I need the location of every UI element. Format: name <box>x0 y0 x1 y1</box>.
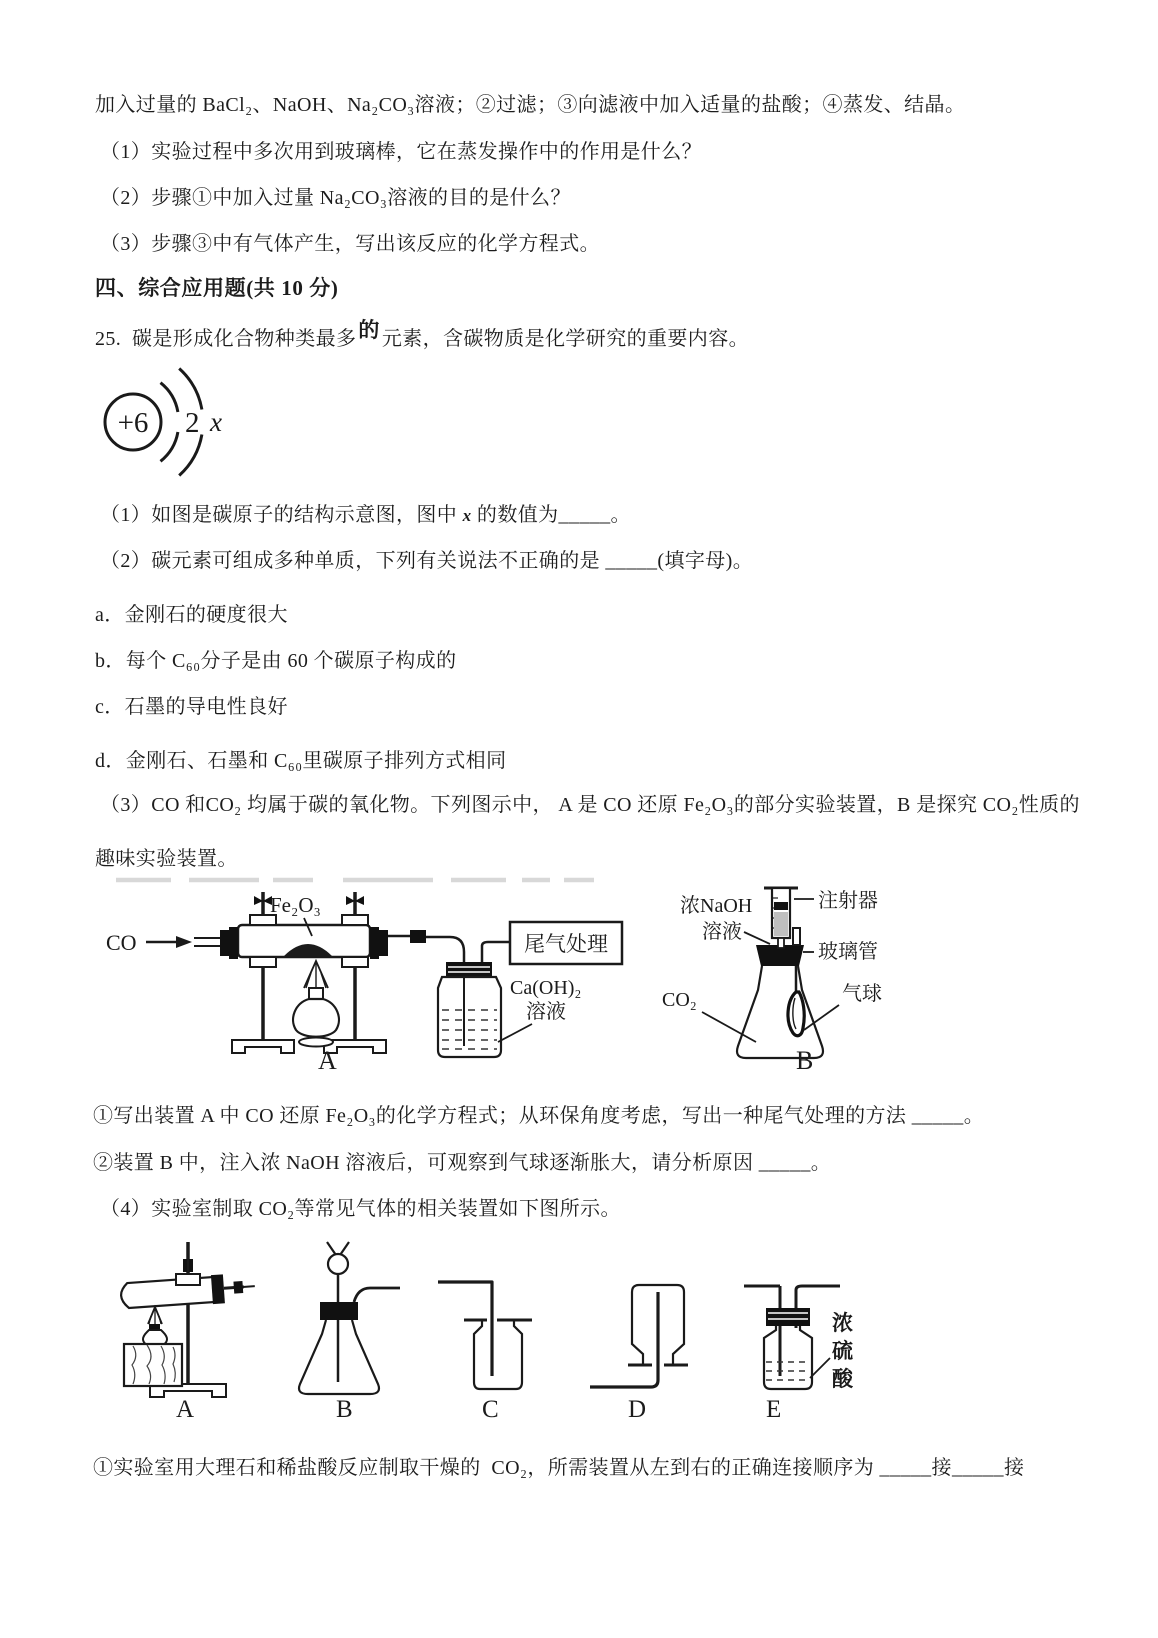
limewater-label-line1: Ca(OH)₂ <box>510 977 582 999</box>
arrowhead-icon <box>176 936 192 948</box>
sub1-suffix: 的数值为_____。 <box>471 504 631 526</box>
bent-tube <box>438 1282 492 1376</box>
nucleus-charge-label: +6 <box>117 407 149 439</box>
outer-shell-arc-bottom <box>179 435 202 476</box>
option-a: a．金刚石的硬度很大 <box>95 604 288 626</box>
balloon-label: 气球 <box>842 983 882 1005</box>
bottle-stopper <box>766 1308 810 1326</box>
x-variable: x <box>462 506 472 525</box>
limewater-bottle <box>438 942 510 1057</box>
carbon-atom-structure-diagram <box>93 352 253 492</box>
question-3: （3）步骤③中有气体产生，写出该反应的化学方程式。 <box>100 233 600 255</box>
device-a-heating-setup <box>120 1242 256 1397</box>
acid-liquid-dashes <box>766 1362 810 1380</box>
flask-stopper <box>320 1302 358 1320</box>
question-1: （1）实验过程中多次用到玻璃棒，它在蒸发操作中的作用是什么？ <box>100 141 702 163</box>
device-e-caption: E <box>766 1396 782 1423</box>
device-c-collection-bottle <box>438 1282 532 1389</box>
q25-raised-char: 的 <box>358 318 380 342</box>
balloon <box>788 992 804 1036</box>
co-gas-label: CO <box>106 930 137 955</box>
glass-tube-top <box>793 928 800 945</box>
outer-shell-arc-top <box>179 369 202 410</box>
limewater-pointer-line <box>498 1024 532 1042</box>
option-c: c．石墨的导电性良好 <box>95 696 288 718</box>
sub1-prefix: （1）如图是碳原子的结构示意图，图中 <box>100 504 463 526</box>
side-delivery-tube <box>354 1288 400 1302</box>
conical-flask <box>737 966 823 1058</box>
bent-delivery-tube <box>426 937 464 962</box>
tube-clamp <box>176 1274 200 1285</box>
acid-label-char3: 酸 <box>832 1367 853 1391</box>
bent-tube <box>590 1292 658 1387</box>
sub-question-3-line1: （3）CO 和CO₂ 均属于碳的氧化物。下列图示中， A 是 CO 还原 Fe₂O₃的部分实验装置，B 是探究 CO₂性质的 <box>100 794 1080 816</box>
device-a-caption: A <box>176 1396 195 1423</box>
naoh-label-line1: 浓NaOH <box>680 895 753 917</box>
sub-question-2: （2）碳元素可组成多种单质，下列有关说法不正确的是 _____(填字母)。 <box>100 550 754 572</box>
acid-label-char1: 浓 <box>832 1311 853 1335</box>
tail-gas-box-label: 尾气处理 <box>524 932 608 956</box>
device-b-flask-setup <box>299 1242 400 1394</box>
gas-generation-devices-diagram <box>98 1232 908 1408</box>
q25-suffix: 元素，含碳物质是化学研究的重要内容。 <box>381 328 750 350</box>
gas-bottle <box>474 1320 522 1389</box>
outer-shell-count: x <box>210 407 222 437</box>
apparatus-a-caption: A <box>318 1046 338 1075</box>
apparatus-b-caption: B <box>796 1046 814 1075</box>
device-b-caption: B <box>336 1396 353 1423</box>
sub-question-3-line2: 趣味实验装置。 <box>95 848 238 870</box>
syringe-label: 注射器 <box>818 890 878 912</box>
acid-label-char2: 硫 <box>832 1339 853 1363</box>
device-d-inverted-bottle <box>590 1285 688 1387</box>
iron-oxide-label: Fe₂O₃ <box>270 893 321 917</box>
naoh-label-line2: 溶液 <box>702 921 742 943</box>
option-b: b．每个 C₆₀分子是由 60 个碳原子构成的 <box>95 650 457 672</box>
option-d: d．金刚石、石墨和 C₆₀里碳原子排列方式相同 <box>95 750 507 772</box>
question-25 <box>95 318 750 352</box>
note-2: ②装置 B 中，注入浓 NaOH 溶液后，可观察到气球逐渐胀大，请分析原因 _____。 <box>93 1152 832 1174</box>
glass-tube-label: 玻璃管 <box>818 941 878 963</box>
co2-label: CO₂ <box>662 989 697 1011</box>
intro-line: 加入过量的 BaCl₂、NaOH、Na₂CO₃溶液；②过滤；③向滤液中加入适量的盐酸；④蒸发、结晶。 <box>95 94 966 116</box>
naoh-pointer-line <box>744 932 770 944</box>
limewater-label-line2: 溶液 <box>526 1001 566 1023</box>
inner-shell-arc-top <box>161 383 178 412</box>
inner-shell-arc-bottom <box>161 432 178 461</box>
device-e-drying-bottle <box>744 1286 854 1391</box>
device-c-caption: C <box>482 1396 499 1423</box>
final-line: ①实验室用大理石和稀盐酸反应制取干燥的 CO₂，所需装置从左到右的正确连接顺序为 _____接_____接 <box>93 1457 1025 1479</box>
inlet-tube <box>194 938 222 946</box>
inner-shell-count: 2 <box>185 407 200 439</box>
sub-question-1 <box>100 502 631 529</box>
sub-question-4: （4）实验室制取 CO₂等常见气体的相关装置如下图所示。 <box>100 1198 621 1220</box>
tube-connector <box>410 930 426 943</box>
alcohol-lamp <box>293 961 339 1047</box>
device-d-caption: D <box>628 1396 647 1423</box>
q25-prefix: 25. 碳是形成化合物种类最多 <box>95 328 357 350</box>
thistle-funnel-bulb <box>328 1254 348 1274</box>
co-reduction-apparatus-diagram <box>98 870 633 1085</box>
question-2: （2）步骤①中加入过量 Na₂CO₃溶液的目的是什么？ <box>100 187 571 209</box>
note-1: ①写出装置 A 中 CO 还原 Fe₂O₃的化学方程式；从环保角度考虑，写出一种尾气处理的方法 _____。 <box>93 1105 985 1127</box>
section-heading: 四、综合应用题(共 10 分) <box>95 276 339 300</box>
